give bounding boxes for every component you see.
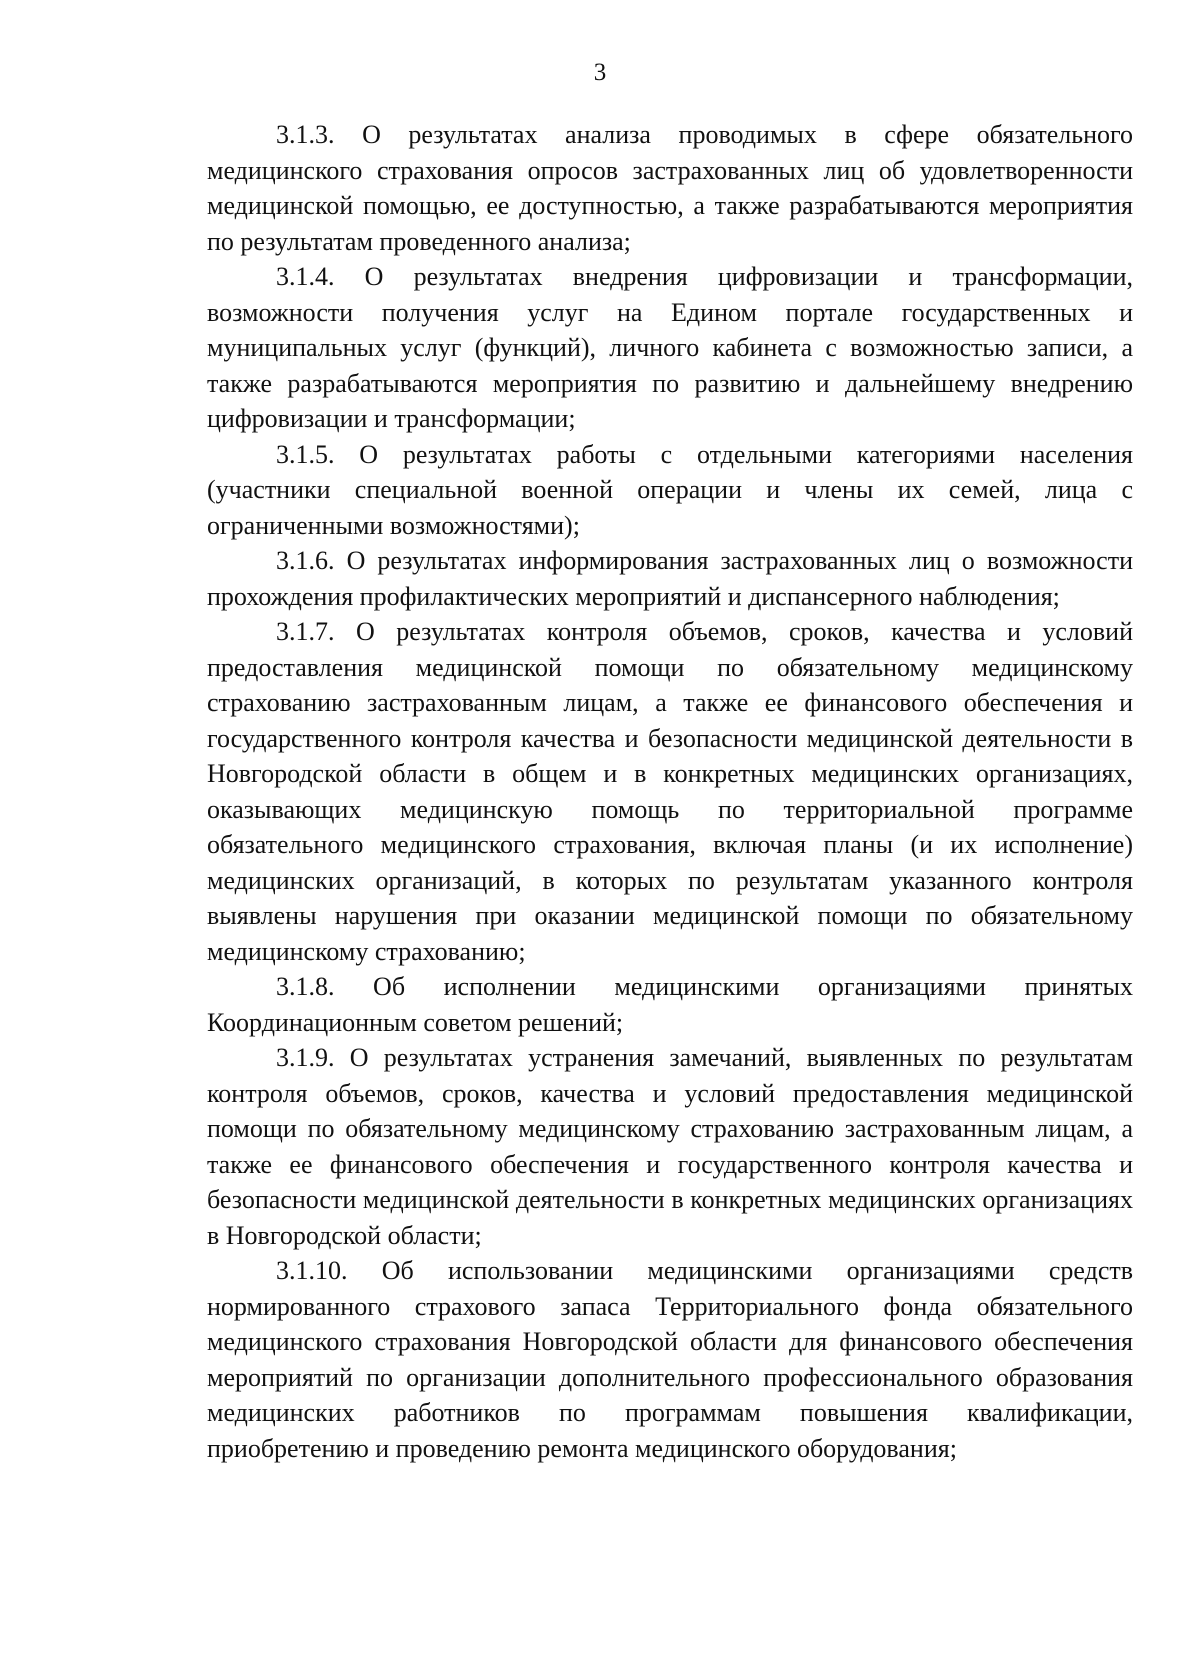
- paragraph-3-1-5: 3.1.5. О результатах работы с отдельными категориями населения (участники специальной военной операции и члены их семей, лица с ограниченными возможностями);: [207, 439, 1133, 540]
- paragraph-3-1-6: 3.1.6. О результатах информирования застрахованных лиц о возможности прохождения профилактических мероприятий и диспансерного наблюдения;: [207, 546, 1133, 611]
- paragraph-3-1-7: 3.1.7. О результатах контроля объемов, сроков, качества и условий предоставления медицинской помощи по обязательному медицинскому страхованию застрахованным лицам, а также ее финансового обеспечения и государственного контроля качества и безопасности медицинской деятельности в Новгородской области в общем и в конкретных медицинских организациях, оказывающих медицинскую помощь по территориальной программе обязательного медицинского страхования, включая планы (и их исполнение) медицинских организаций, в которых по результатам указанного контроля выявлены нарушения при оказании медицинской помощи по обязательному медицинскому страхованию;: [207, 617, 1133, 966]
- document-body: [207, 117, 1133, 1466]
- page-number: 3: [593, 59, 607, 86]
- paragraph-3-1-8: 3.1.8. Об исполнении медицинскими организациями принятых Координационным советом решений;: [207, 972, 1133, 1037]
- paragraph-3-1-4: 3.1.4. О результатах внедрения цифровизации и трансформации, возможности получения услуг на Едином портале государственных и муниципальных услуг (функций), личного кабинета с возможностью записи, а также разрабатываются мероприятия по развитию и дальнейшему внедрению цифровизации и трансформации;: [207, 262, 1133, 433]
- paragraph-3-1-9: 3.1.9. О результатах устранения замечаний, выявленных по результатам контроля объемов, сроков, качества и условий предоставления медицинской помощи по обязательному медицинскому страхованию застрахованным лицам, а также ее финансового обеспечения и государственного контроля качества и безопасности медицинской деятельности в конкретных медицинских организациях в Новгородской области;: [207, 1043, 1133, 1250]
- paragraph-3-1-10: 3.1.10. Об использовании медицинскими организациями средств нормированного страхового запаса Территориального фонда обязательного медицинского страхования Новгородской области для финансового обеспечения мероприятий по организации дополнительного профессионального образования медицинских работников по программам повышения квалификации, приобретению и проведению ремонта медицинского оборудования;: [207, 1256, 1133, 1463]
- paragraph-3-1-3: 3.1.3. О результатах анализа проводимых в сфере обязательного медицинского страхования опросов застрахованных лиц об удовлетворенности медицинской помощью, ее доступностью, а также разрабатываются мероприятия по результатам проведенного анализа;: [207, 120, 1133, 256]
